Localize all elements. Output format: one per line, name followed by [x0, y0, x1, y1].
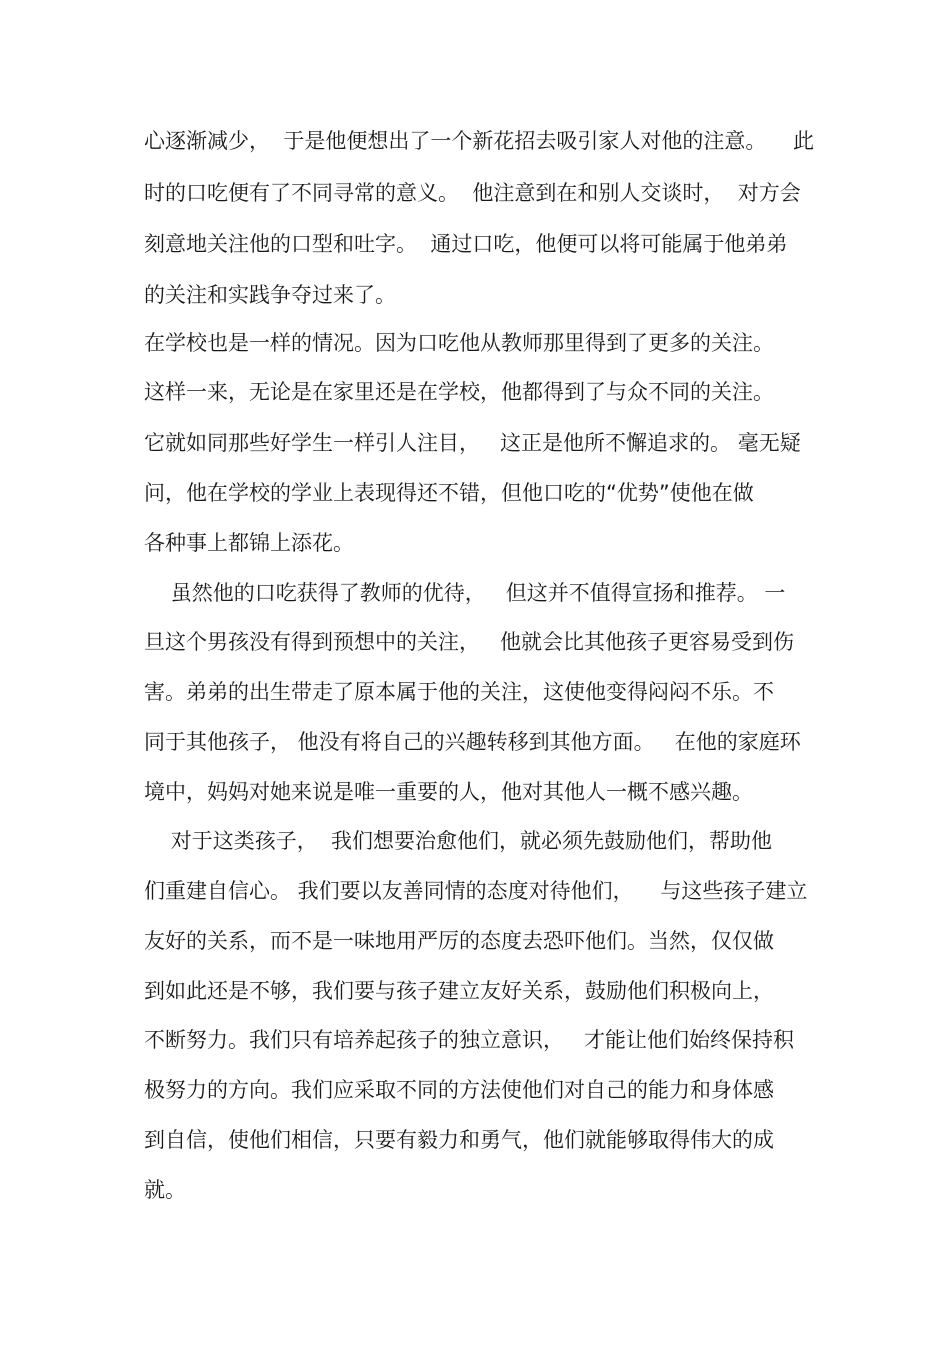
text-line-4: 的关注和实践争夺过来了。: [144, 283, 396, 307]
text-line-1: 心逐渐减少， 于是他便想出了一个新花招去吸引家人对他的注意。 此: [144, 129, 815, 153]
text-line-15: 对于这类孩子， 我们想要治愈他们，就必须先鼓励他们，帮助他: [144, 829, 773, 853]
text-line-17: 友好的关系，而不是一味地用严厉的态度去恐吓他们。当然，仅仅做: [144, 929, 774, 953]
text-line-21: 到自信，使他们相信，只要有毅力和勇气，他们就能够取得伟大的成: [144, 1128, 774, 1152]
text-line-11: 旦这个男孩没有得到预想中的关注， 他就会比其他孩子更容易受到伤: [144, 630, 795, 654]
text-line-10: 虽然他的口吃获得了教师的优待， 但这并不值得宣扬和推荐。 一: [144, 581, 786, 605]
text-line-8: 问，他在学校的学业上表现得还不错，但他口吃的“优势”使他在做: [144, 481, 754, 505]
text-line-7: 它就如同那些好学生一样引人注目， 这正是他所不懈追求的。 毫无疑: [144, 431, 801, 455]
text-line-13: 同于其他孩子， 他没有将自己的兴趣转移到其他方面。 在他的家庭环: [144, 730, 801, 754]
text-line-6: 这样一来，无论是在家里还是在学校，他都得到了与众不同的关注。: [144, 380, 774, 404]
text-line-9: 各种事上都锦上添花。: [144, 531, 354, 555]
text-line-14: 境中，妈妈对她来说是唯一重要的人，他对其他人一概不感兴趣。: [144, 780, 753, 804]
text-line-22: 就。: [144, 1178, 186, 1202]
text-line-12: 害。弟弟的出生带走了原本属于他的关注，这使他变得闷闷不乐。不: [144, 680, 774, 704]
text-line-5: 在学校也是一样的情况。因为口吃他从教师那里得到了更多的关注。: [144, 331, 774, 355]
text-line-16: 们重建自信心。 我们要以友善同情的态度对待他们， 与这些孩子建立: [144, 879, 808, 903]
text-line-2: 时的口吃便有了不同寻常的意义。 他注意到在和别人交谈时， 对方会: [144, 181, 801, 205]
text-line-18: 到如此还是不够，我们要与孩子建立友好关系，鼓励他们积极向上，: [144, 979, 774, 1003]
text-line-20: 极努力的方向。我们应采取不同的方法使他们对自己的能力和身体感: [144, 1078, 774, 1102]
text-line-19: 不断努力。我们只有培养起孩子的独立意识， 才能让他们始终保持积: [144, 1028, 795, 1052]
text-line-3: 刻意地关注他的口型和吐字。 通过口吃，他便可以将可能属于他弟弟: [144, 232, 788, 256]
